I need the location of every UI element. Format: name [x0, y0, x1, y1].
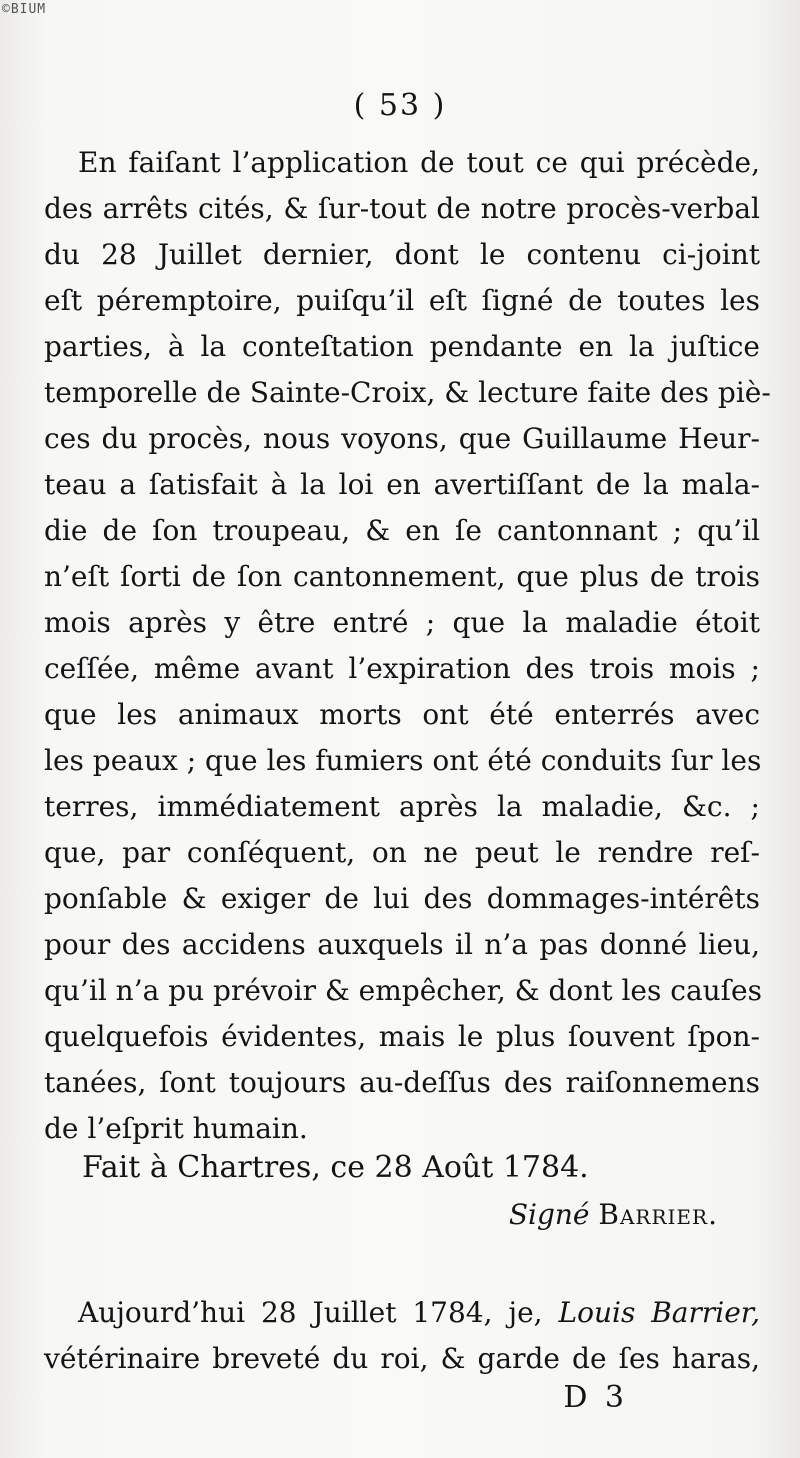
text-line: n’eſt ſorti de ſon cantonnement, que plus de trois: [44, 560, 760, 593]
text-line: mois après y être entré ; que la maladie étoit: [44, 606, 760, 639]
text-line: terres, immédiatement après la maladie, &c. ;: [44, 790, 760, 823]
text-line: que les animaux morts ont été enterrés avec: [44, 698, 760, 731]
text-line: les peaux ; que les fumiers ont été conduits ſur les: [44, 744, 762, 777]
signature-label: Signé: [508, 1198, 590, 1231]
text-line: die de ſon troupeau, & en ſe cantonnant ; qu’il: [44, 514, 760, 547]
watermark: ©BIUM: [2, 2, 47, 17]
text-line: que, par conſéquent, on ne peut le rendre reſ-: [44, 836, 760, 869]
text-line: de l’eſprit humain.: [44, 1112, 308, 1145]
text-line: ponſable & exiger de lui des dommages-intérêts: [44, 882, 760, 915]
text-line: du 28 Juillet dernier, dont le contenu ci-joint: [44, 238, 760, 271]
paragraph-main: [44, 140, 771, 1152]
dateline: Fait à Chartres, ce 28 Août 1784.: [82, 1150, 589, 1185]
text-line: tanées, ſont toujours au-deſſus des raiſonnemens: [44, 1066, 760, 1099]
paragraph-second: [44, 1290, 760, 1382]
text-line: En faiſant l’application de tout ce qui précède,: [78, 146, 760, 179]
text-line: des arrêts cités, & ſur-tout de notre procès-verbal: [44, 192, 760, 225]
signature: [509, 1198, 718, 1231]
text-line: ceſſée, même avant l’expiration des trois mois ;: [44, 652, 760, 685]
text-line: ces du procès, nous voyons, que Guillaume Heur-: [44, 422, 760, 455]
text-line: [44, 1290, 760, 1336]
signature-mark: D 3: [563, 1380, 628, 1415]
person-name: Louis Barrier,: [558, 1296, 760, 1329]
text-line: temporelle de Sainte-Croix, & lecture faite des piè-: [44, 376, 771, 409]
text-line: teau a ſatisfait à la loi en avertiſſant de la mala-: [44, 468, 760, 501]
text-line-start: Aujourd’hui 28 Juillet 1784, je,: [78, 1296, 559, 1329]
signature-name: Barrier.: [598, 1198, 718, 1231]
text-line: parties, à la conteſtation pendante en la juſtice: [44, 330, 760, 363]
text-line: vétérinaire breveté du roi, & garde de ſes haras,: [44, 1342, 760, 1375]
text-line: quelquefois évidentes, mais le plus ſouvent ſpon-: [44, 1020, 760, 1053]
text-line: pour des accidens auxquels il n’a pas donné lieu,: [44, 928, 760, 961]
text-line: qu’il n’a pu prévoir & empêcher, & dont les cauſes: [44, 974, 762, 1007]
page-number: ( 53 ): [353, 88, 447, 123]
text-line: eſt péremptoire, puiſqu’il eſt ſigné de toutes les: [44, 284, 760, 317]
